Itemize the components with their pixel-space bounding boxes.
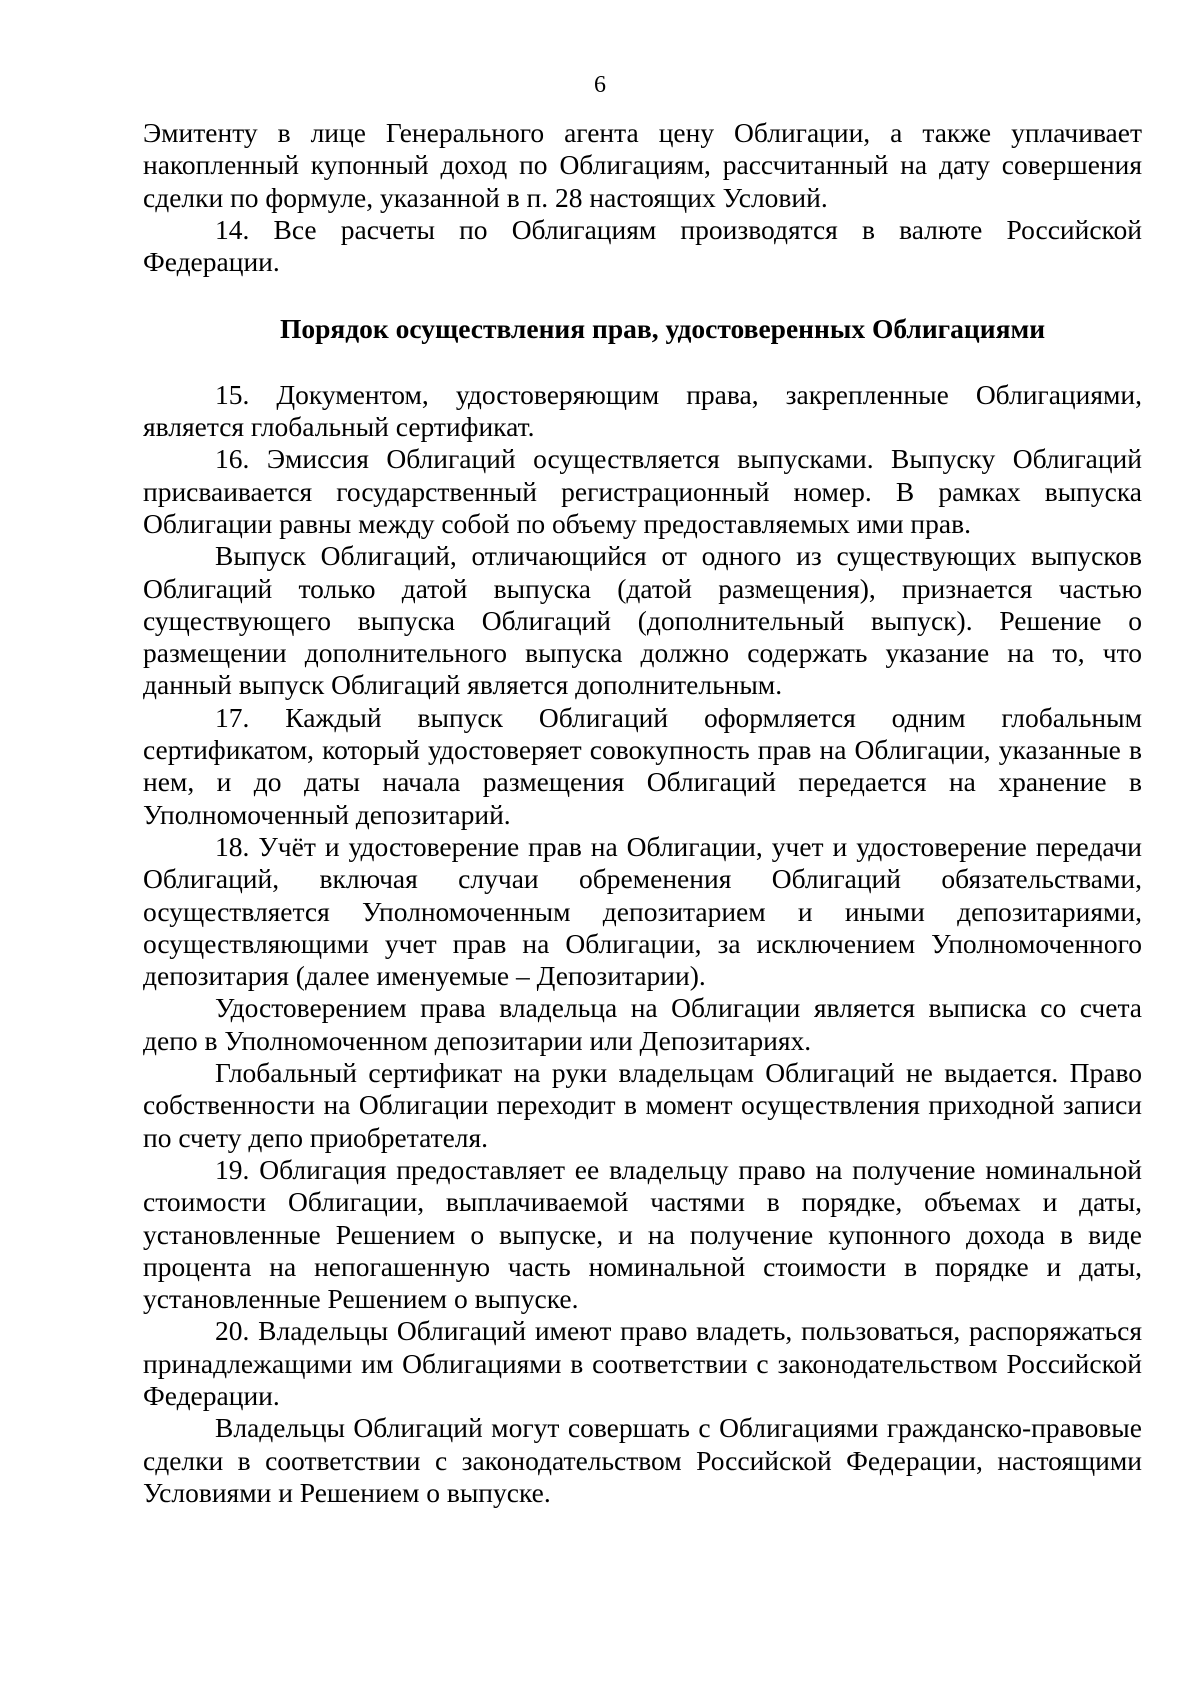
- paragraph-continuation: Эмитенту в лице Генерального агента цену Облигации, а также уплачивает накопленный купонный доход по Облигациям, рассчитанный на дату совершения сделки по формуле, указанной в п. 28 настоящих Условий.: [143, 117, 1142, 213]
- document-body: [143, 117, 1142, 1509]
- paragraph-20-transactions: Владельцы Облигаций могут совершать с Облигациями гражданско-правовые сделки в соответствии с законодательством Российской Федерации, настоящими Условиями и Решением о выпуске.: [143, 1412, 1142, 1508]
- paragraph-15: 15. Документом, удостоверяющим права, закрепленные Облигациями, является глобальный сертификат.: [143, 378, 1142, 443]
- paragraph-16: 16. Эмиссия Облигаций осуществляется выпусками. Выпуску Облигаций присваивается государственный регистрационный номер. В рамках выпуска Облигации равны между собой по объему предоставляемых ими прав.: [143, 443, 1142, 539]
- paragraph-14: 14. Все расчеты по Облигациям производятся в валюте Российской Федерации.: [143, 213, 1142, 278]
- paragraph-16-additional-issue: Выпуск Облигаций, отличающийся от одного из существующих выпусков Облигаций только датой выпуска (датой размещения), признается частью существующего выпуска Облигаций (дополнительный выпуск). Решение о размещении дополнительного выпуска должно содержать указание на то, что данный выпуск Облигаций является дополнительным.: [143, 540, 1142, 701]
- paragraph-18: 18. Учёт и удостоверение прав на Облигации, учет и удостоверение передачи Облигаций, включая случаи обременения Облигаций обязательствами, осуществляется Уполномоченным депозитарием и иными депозитариями, осуществляющими учет прав на Облигации, за исключением Уполномоченного депозитария (далее именуемые – Депозитарии).: [143, 830, 1142, 992]
- paragraph-18-certificate: Глобальный сертификат на руки владельцам Облигаций не выдается. Право собственности на Облигации переходит в момент осуществления приходной записи по счету депо приобретателя.: [143, 1057, 1142, 1153]
- paragraph-20: 20. Владельцы Облигаций имеют право владеть, пользоваться, распоряжаться принадлежащими им Облигациями в соответствии с законодательством Российской Федерации.: [143, 1315, 1142, 1411]
- section-heading: Порядок осуществления прав, удостоверенных Облигациями: [279, 313, 1046, 345]
- paragraph-17: 17. Каждый выпуск Облигаций оформляется одним глобальным сертификатом, который удостоверяет совокупность прав на Облигации, указанные в нем, и до даты начала размещения Облигаций передается на хранение в Уполномоченный депозитарий.: [143, 701, 1142, 830]
- paragraph-18-statement: Удостоверением права владельца на Облигации является выписка со счета депо в Уполномоченном депозитарии или Депозитариях.: [143, 992, 1142, 1056]
- page-number: 6: [594, 72, 606, 98]
- paragraph-19: 19. Облигация предоставляет ее владельцу право на получение номинальной стоимости Облигации, выплачиваемой частями в порядке, объемах и даты, установленные Решением о выпуске, и на получение купонного дохода в виде процента на непогашенную часть номинальной стоимости в порядке и даты, установленные Решением о выпуске.: [143, 1153, 1142, 1315]
